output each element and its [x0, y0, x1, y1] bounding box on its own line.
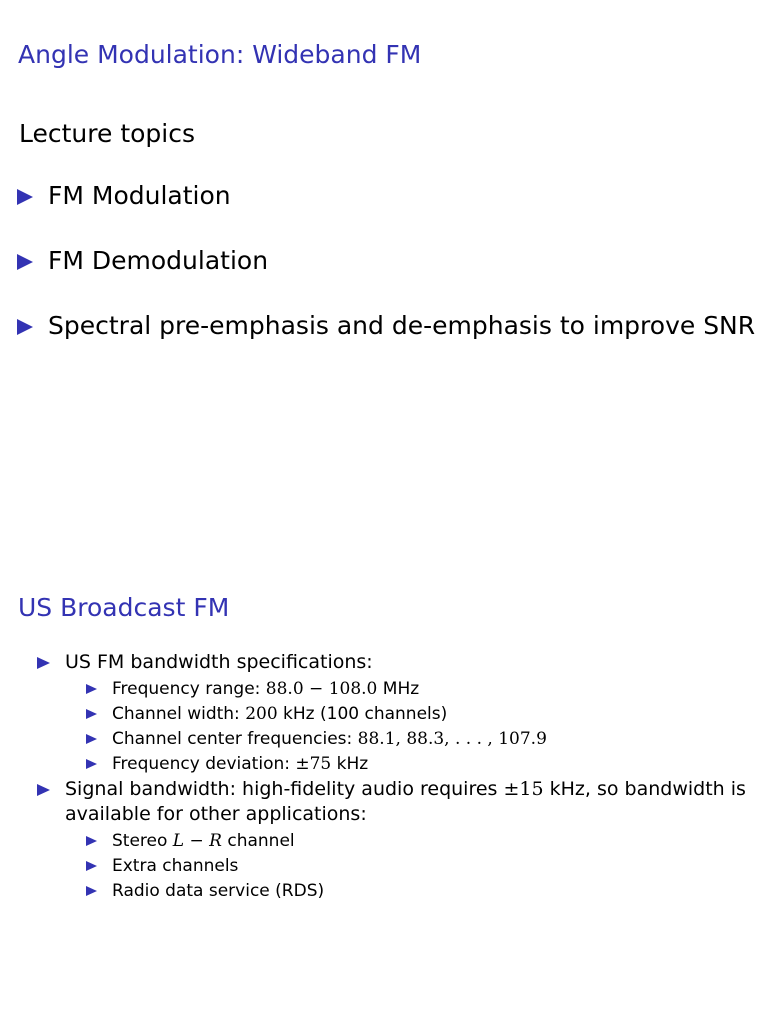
math-minus: −	[184, 831, 210, 851]
list-item	[86, 702, 752, 727]
spec-unit: kHz	[331, 754, 369, 774]
triangle-bullet-icon	[37, 657, 50, 669]
triangle-bullet-icon	[17, 254, 33, 270]
triangle-bullet-icon	[17, 319, 33, 335]
spec-value: ±75	[295, 754, 332, 774]
spec-label: Channel width:	[112, 704, 246, 724]
math-variable-L: L	[172, 831, 185, 851]
triangle-bullet-icon	[37, 784, 50, 796]
bullet-list	[37, 650, 752, 904]
list-item	[86, 854, 752, 879]
stereo-suffix: channel	[221, 831, 295, 851]
spec-label: Frequency range:	[112, 679, 266, 699]
triangle-bullet-icon	[86, 886, 97, 896]
triangle-bullet-icon	[86, 709, 97, 719]
topic-text: Spectral pre-emphasis and de-emphasis to improve SNR	[48, 311, 756, 340]
topic-list	[17, 181, 755, 376]
sub-bullet-list	[86, 829, 752, 904]
spec-label: Frequency deviation:	[112, 754, 296, 774]
triangle-bullet-icon	[86, 734, 97, 744]
topic-text: FM Demodulation	[48, 246, 269, 275]
list-item	[86, 829, 752, 854]
spec-label: Channel center frequencies:	[112, 729, 358, 749]
sub-bullet-text: Radio data service (RDS)	[112, 881, 325, 901]
triangle-bullet-icon	[86, 684, 97, 694]
spec-value: 88.1, 88.3, . . . , 107.9	[357, 729, 547, 749]
slide-us-broadcast-fm	[0, 575, 768, 1024]
slide-title: Angle Modulation: Wideband FM	[18, 40, 422, 69]
list-item	[17, 311, 755, 376]
list-item	[37, 777, 752, 904]
triangle-bullet-icon	[86, 759, 97, 769]
triangle-bullet-icon	[17, 189, 33, 205]
sub-bullet-list	[86, 677, 752, 777]
spec-unit: MHz	[377, 679, 420, 699]
bullet-text: Signal bandwidth: high-fidelity audio requires	[65, 778, 504, 800]
bullet-text: kHz, so bandwidth is available for other applications:	[65, 778, 746, 825]
bandwidth-value: ±15	[503, 778, 544, 800]
spec-value: 88.0 − 108.0	[265, 679, 378, 699]
list-item	[86, 879, 752, 904]
slide-title: US Broadcast FM	[18, 593, 230, 622]
spec-unit: kHz (100 channels)	[277, 704, 448, 724]
list-item	[86, 727, 752, 752]
stereo-label: Stereo	[112, 831, 173, 851]
list-item	[86, 752, 752, 777]
triangle-bullet-icon	[86, 836, 97, 846]
sub-bullet-text: Extra channels	[112, 856, 239, 876]
list-item	[86, 677, 752, 702]
lecture-topics-heading: Lecture topics	[19, 119, 196, 148]
triangle-bullet-icon	[86, 861, 97, 871]
list-item	[17, 246, 755, 311]
math-variable-R: R	[209, 831, 222, 851]
topic-text: FM Modulation	[48, 181, 231, 210]
list-item	[17, 181, 755, 246]
list-item	[37, 650, 752, 777]
bullet-text: US FM bandwidth specifications:	[65, 651, 373, 673]
spec-value: 200	[245, 704, 278, 724]
